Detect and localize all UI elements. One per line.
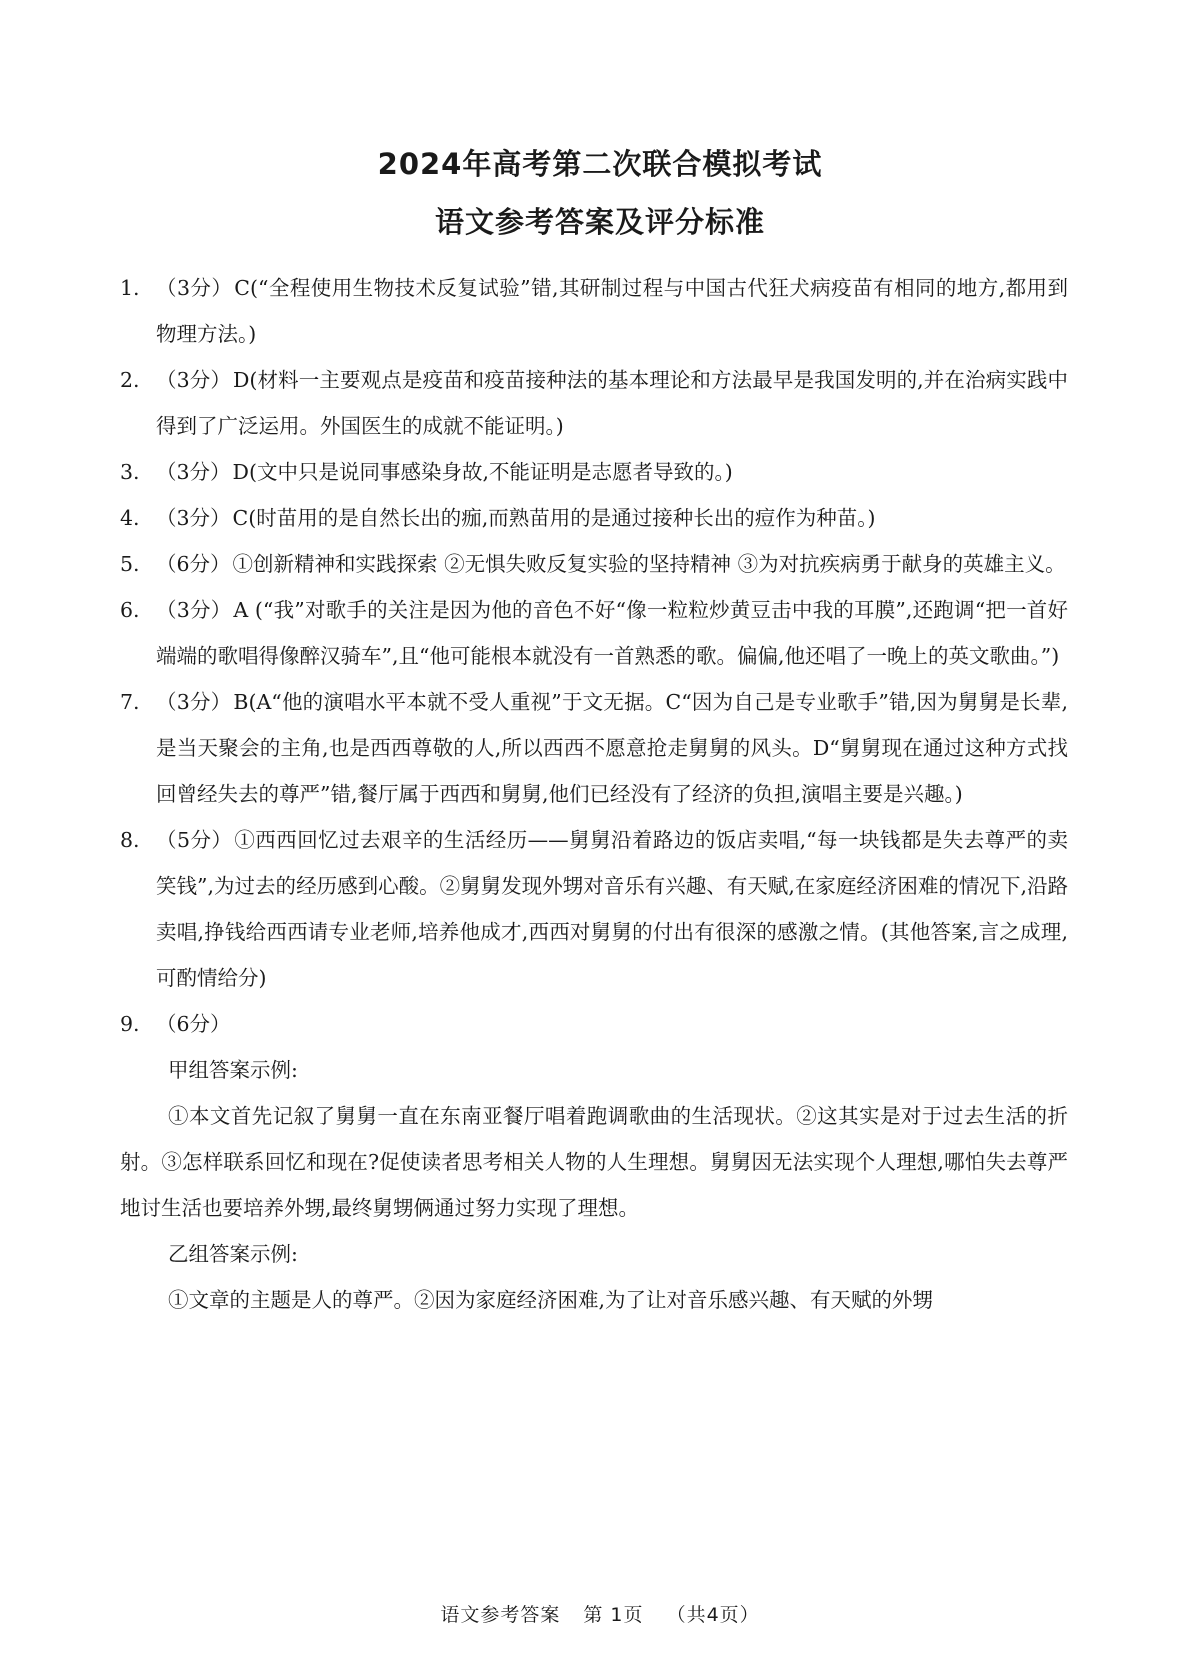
group-a-label: 甲组答案示例: (168, 1058, 298, 1082)
question-number: 9. (120, 1012, 140, 1036)
answer-item-1 (120, 265, 1068, 357)
answer-text: ①西西回忆过去艰辛的生活经历——舅舅沿着路边的饭店卖唱,“每一块钱都是失去尊严的卖笑钱”,为过去的经历感到心酸。②舅舅发现外甥对音乐有兴趣、有天赋,在家庭经济困难的情况下,沿路卖唱,挣钱给西西请专业老师,培养他成才,西西对舅舅的付出有很深的感激之情。(其他答案,言之成理,可酌情给分) (156, 828, 1069, 990)
answer-item-9 (120, 1001, 1068, 1047)
answer-text: D(文中只是说同事感染身故,不能证明是志愿者导致的。) (232, 460, 733, 484)
footer-doc-name: 语文参考答案 (440, 1604, 561, 1626)
question-score: （3分） (156, 598, 232, 622)
answer-item-4 (120, 495, 1068, 541)
answer-text: C(“全程使用生物技术反复试验”错,其研制过程与中国古代狂犬病疫苗有相同的地方,都用到物理方法。) (156, 276, 1068, 346)
answer-text: B(A“他的演唱水平本就不受人重视”于文无据。C“因为自己是专业歌手”错,因为舅舅是长辈,是当天聚会的主角,也是西西尊敬的人,所以西西不愿意抢走舅舅的风头。D“舅舅现在通过这种方式找回曾经失去的尊严”错,餐厅属于西西和舅舅,他们已经没有了经济的负担,演唱主要是兴趣。) (156, 690, 1068, 806)
question-number: 2. (120, 368, 140, 392)
question-number: 8. (120, 828, 140, 852)
answer-item-2 (120, 357, 1068, 449)
group-b-answer: ①文章的主题是人的尊严。②因为家庭经济困难,为了让对音乐感兴趣、有天赋的外甥 (168, 1288, 934, 1312)
question-score: （6分） (156, 552, 231, 576)
question-score: （3分） (156, 506, 231, 530)
question-number: 4. (120, 506, 140, 530)
answer-item-7 (120, 679, 1068, 817)
page-title: 2024年高考第二次联合模拟考试 (377, 147, 823, 181)
answer-text: ①创新精神和实践探索 ②无惧失败反复实验的坚持精神 ③为对抗疾病勇于献身的英雄主义。 (232, 552, 1066, 576)
question-number: 3. (120, 460, 140, 484)
answer-text: A (“我”对歌手的关注是因为他的音色不好“像一粒粒炒黄豆击中我的耳膜”,还跑调“把一首好端端的歌唱得像醉汉骑车”,且“他可能根本就没有一首熟悉的歌。偏偏,他还唱了一晚上的英文歌曲。”) (156, 598, 1069, 668)
question-score: （3分） (156, 276, 233, 300)
page-subtitle: 语文参考答案及评分标准 (434, 205, 765, 239)
footer-page-number: 第 1页 (583, 1604, 644, 1626)
question-score: （6分） (156, 1012, 231, 1036)
question-score: （5分） (156, 828, 233, 852)
group-b-label: 乙组答案示例: (168, 1242, 298, 1266)
answer-item-6 (120, 587, 1068, 679)
answer-item-5 (120, 541, 1068, 587)
page-footer (0, 1600, 1200, 1627)
footer-page-total: （共4页） (666, 1604, 760, 1626)
question-number: 1. (120, 276, 140, 300)
answer-text: C(时苗用的是自然长出的痂,而熟苗用的是通过接种长出的痘作为种苗。) (232, 506, 876, 530)
answer-item-3 (120, 449, 1068, 495)
answer-list (120, 265, 1068, 1323)
question-number: 6. (120, 598, 140, 622)
question-number: 5. (120, 552, 140, 576)
answer-item-8 (120, 817, 1068, 1001)
question-number: 7. (120, 690, 140, 714)
question-score: （3分） (156, 460, 231, 484)
question-score: （3分） (156, 368, 231, 392)
group-a-answer: ①本文首先记叙了舅舅一直在东南亚餐厅唱着跑调歌曲的生活现状。②这其实是对于过去生活的折射。③怎样联系回忆和现在?促使读者思考相关人物的人生理想。舅舅因无法实现个人理想,哪怕失去尊严地讨生活也要培养外甥,最终舅甥俩通过努力实现了理想。 (120, 1104, 1068, 1220)
answer-text: D(材料一主要观点是疫苗和疫苗接种法的基本理论和方法最早是我国发明的,并在治病实践中得到了广泛运用。外国医生的成就不能证明。) (156, 368, 1068, 438)
question-score: （3分） (156, 690, 232, 714)
